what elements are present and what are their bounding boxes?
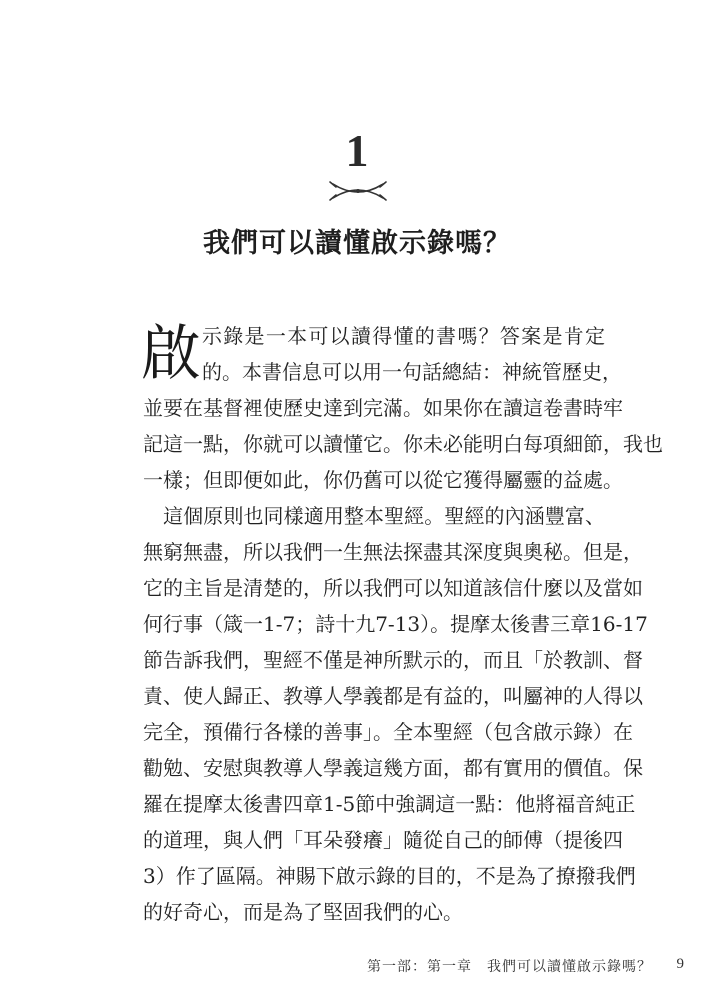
- text-line: 並要在基督裡使歷史達到完滿。如果你在讀這卷書時牢: [143, 396, 623, 420]
- text-line: 它的主旨是清楚的，所以我們可以知道該信什麼以及當如: [143, 576, 643, 600]
- text-line: 羅在提摩太後書四章1-5節中強調這一點：他將福音純正: [143, 792, 636, 816]
- crossed-swords-ornament-icon: [327, 180, 389, 202]
- text-line: 無窮無盡，所以我們一生無法探盡其深度與奧秘。但是，: [143, 540, 643, 564]
- page-number: 9: [676, 956, 684, 972]
- text-line: 一樣；但即便如此，你仍舊可以從它獲得屬靈的益處。: [143, 468, 623, 492]
- text-line: 的。本書信息可以用一句話總結：神統管歷史，: [202, 360, 622, 384]
- text-line: 勸勉、安慰與教導人學義這幾方面，都有實用的價值。保: [143, 756, 643, 780]
- running-head: 第一部：第一章 我們可以讀懂啟示錄嗎？: [367, 959, 652, 975]
- chapter-title: 我們可以讀懂啟示錄嗎？: [203, 228, 511, 259]
- text-line: 的好奇心，而是為了堅固我們的心。: [143, 900, 463, 924]
- text-line: 完全，預備行各樣的善事」。全本聖經（包含啟示錄）在: [143, 720, 633, 744]
- text-line: 何行事（箴一1-7；詩十九7-13）。提摩太後書三章16-17: [143, 612, 648, 636]
- text-line: 的道理，與人們「耳朵發癢」隨從自己的師傅（提後四: [143, 828, 623, 852]
- page-footer: [0, 956, 714, 976]
- text-line: 這個原則也同樣適用整本聖經。聖經的內涵豐富、: [143, 504, 605, 528]
- text-line: 3）作了區隔。神賜下啟示錄的目的，不是為了撩撥我們: [143, 864, 636, 888]
- drop-cap: 啟: [141, 319, 201, 389]
- chapter-number: 1: [345, 125, 369, 176]
- text-line: 節告訴我們，聖經不僅是神所默示的，而且「於教訓、督: [143, 648, 643, 672]
- body-text: [141, 318, 663, 930]
- text-line: 記這一點，你就可以讀懂它。你未必能明白每項細節，我也: [143, 432, 663, 456]
- text-line: 責、使人歸正、教導人學義都是有益的，叫屬神的人得以: [143, 684, 643, 708]
- text-line: 示錄是一本可以讀得懂的書嗎？答案是肯定: [202, 324, 605, 348]
